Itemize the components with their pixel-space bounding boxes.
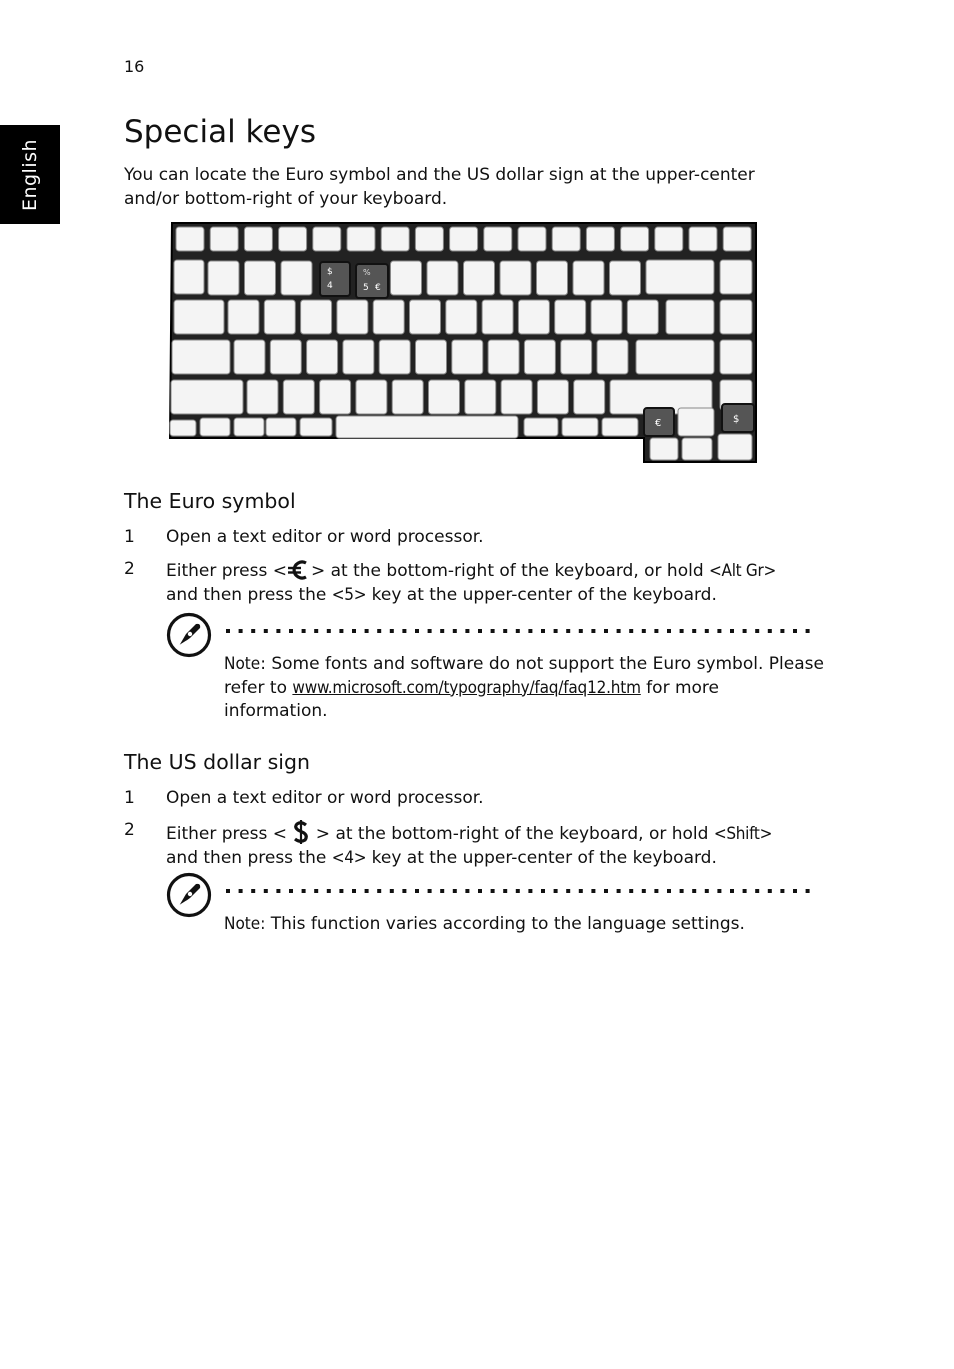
key-4-dollar [320,262,350,296]
keyboard-key [301,300,332,334]
keyboard-key [356,380,387,414]
keyboard-key [500,261,531,295]
keyboard-key [573,261,604,295]
euro-key [644,408,674,436]
keyboard-key [170,420,196,436]
keyboard-key [562,418,598,436]
keyboard-key [597,340,628,374]
typography-faq-link[interactable]: www.microsoft.com/typography/faq/faq12.htm [292,677,641,698]
keyboard-key [561,340,592,374]
dollar-key-label: $ [733,414,740,425]
key-4-bottom-label: 4 [327,281,333,291]
space-bar [336,416,518,438]
step-number: 2 [124,820,135,840]
alt-gr-key-name: <Alt Gr> [709,561,776,581]
keyboard-key [174,260,204,294]
keyboard-key [689,227,717,251]
keyboard-key [518,300,549,334]
keyboard-key [488,340,519,374]
note-text: This function varies according to the language settings. [265,914,745,934]
keyboard-key [410,300,441,334]
keyboard-key [602,418,638,436]
keyboard-key [210,227,238,251]
keyboard-key [465,380,496,414]
key-5-bottom-label: 5 [363,283,369,293]
keyboard-key [228,300,259,334]
note-text: : Some fonts and software do not support the Euro symbol. Please refer to [224,654,824,698]
keyboard-key [270,340,301,374]
intro-paragraph: You can locate the Euro symbol and the US dollar sign at the upper-center and/or bottom-right of your keyboard. [124,165,755,209]
keyboard-key [621,227,649,251]
keyboard-key [379,340,410,374]
keyboard-key [373,300,404,334]
keyboard-key [347,227,375,251]
keyboard-key [320,380,351,414]
keyboard-key [720,260,752,294]
keyboard-key [524,340,555,374]
euro-section-heading: The Euro symbol [124,489,296,513]
euro-key-label: € [655,418,662,429]
shift-key-name: <Shift> [713,824,773,844]
keyboard-key [655,227,683,251]
step-text-part: > at the bottom-right of the keyboard, or hold [310,824,714,844]
note-label: Note: [224,914,266,934]
dollar-step-2 [124,819,836,870]
key-5-top-label: % [363,268,371,277]
keyboard-key [518,227,546,251]
step-text-part: Either press < [166,561,287,581]
keyboard-key [171,380,243,414]
keyboard-key [524,418,558,436]
keyboard-key [636,340,714,374]
step-text: Open a text editor or word processor. [166,527,484,547]
note-pen-icon [166,612,212,658]
keyboard-key [247,380,278,414]
keyboard-key [450,227,478,251]
dollar-key [722,404,754,432]
keyboard-key [208,261,239,295]
keyboard-key [720,300,752,334]
step-text-part: and then press the [166,847,332,868]
keyboard-key [416,340,447,374]
keyboard-key [574,380,605,414]
euro-step-2 [124,558,836,607]
step-text-part: key at the upper-center of the keyboard. [366,847,717,868]
keyboard-key [723,227,751,251]
keyboard-key [646,260,714,294]
keyboard-key [427,261,458,295]
keyboard-key [682,438,712,460]
keyboard-key [429,380,460,414]
keyboard-key [313,227,341,251]
keyboard-key [279,227,307,251]
keyboard-key [627,300,658,334]
keyboard-key [300,418,332,436]
dollar-note [224,913,824,937]
keyboard-key [266,418,296,436]
key-4-name: <4> [331,847,367,868]
keyboard-key [337,300,368,334]
keyboard-key [720,340,752,374]
step-text-part: > at the bottom-right of the keyboard, or hold [310,561,710,581]
keyboard-key [678,408,714,436]
page-title: Special keys [124,114,316,150]
keyboard-key [172,340,230,374]
language-side-tab [0,125,60,224]
keyboard-key [234,418,264,436]
keyboard-key [234,340,265,374]
note-divider [224,628,812,634]
keyboard-key [586,227,614,251]
page-number: 16 [124,57,145,76]
key-5-euro [356,264,388,298]
keyboard-illustration [166,220,760,466]
keyboard-key [484,227,512,251]
keyboard-key [244,227,272,251]
keyboard-key [392,380,423,414]
euro-icon [287,558,311,582]
keyboard-key [718,434,752,460]
keyboard-key [391,261,422,295]
key-4-top-label: $ [327,267,333,277]
euro-note [224,653,824,724]
keyboard-key [610,261,641,295]
keyboard-key [281,261,312,295]
keyboard-key [591,300,622,334]
key-5-name: <5> [331,584,367,605]
keyboard-key [537,380,568,414]
keyboard-key [482,300,513,334]
keyboard-key [174,300,224,334]
keyboard-key [381,227,409,251]
keyboard-key [555,300,586,334]
keyboard-key [283,380,314,414]
keyboard-key [452,340,483,374]
step-text-part: and then press the [166,584,332,605]
step-text-part: key at the upper-center of the keyboard. [366,584,717,605]
step-text-part: Either press < [166,824,293,844]
dollar-section-heading: The US dollar sign [124,750,311,774]
step-text: Open a text editor or word processor. [166,788,484,808]
keyboard-key [464,261,495,295]
key-5-euro-label: € [375,283,381,293]
keyboard-key [552,227,580,251]
keyboard-key [415,227,443,251]
keyboard-key [446,300,477,334]
step-number: 2 [124,559,135,579]
step-number: 1 [124,788,135,808]
keyboard-key [245,261,276,295]
keyboard-key [650,438,678,460]
note-text: for more information. [224,677,719,721]
keyboard-key [343,340,374,374]
note-pen-icon [166,872,212,918]
keyboard-key [666,300,714,334]
note-divider [224,888,812,894]
dollar-icon [292,819,310,845]
language-label: English [19,138,41,211]
note-label: Note [224,654,261,674]
keyboard-key [176,227,204,251]
keyboard-key [307,340,338,374]
keyboard-key [264,300,295,334]
keyboard-key [537,261,568,295]
keyboard-key [501,380,532,414]
step-number: 1 [124,527,135,547]
keyboard-key [200,418,230,436]
